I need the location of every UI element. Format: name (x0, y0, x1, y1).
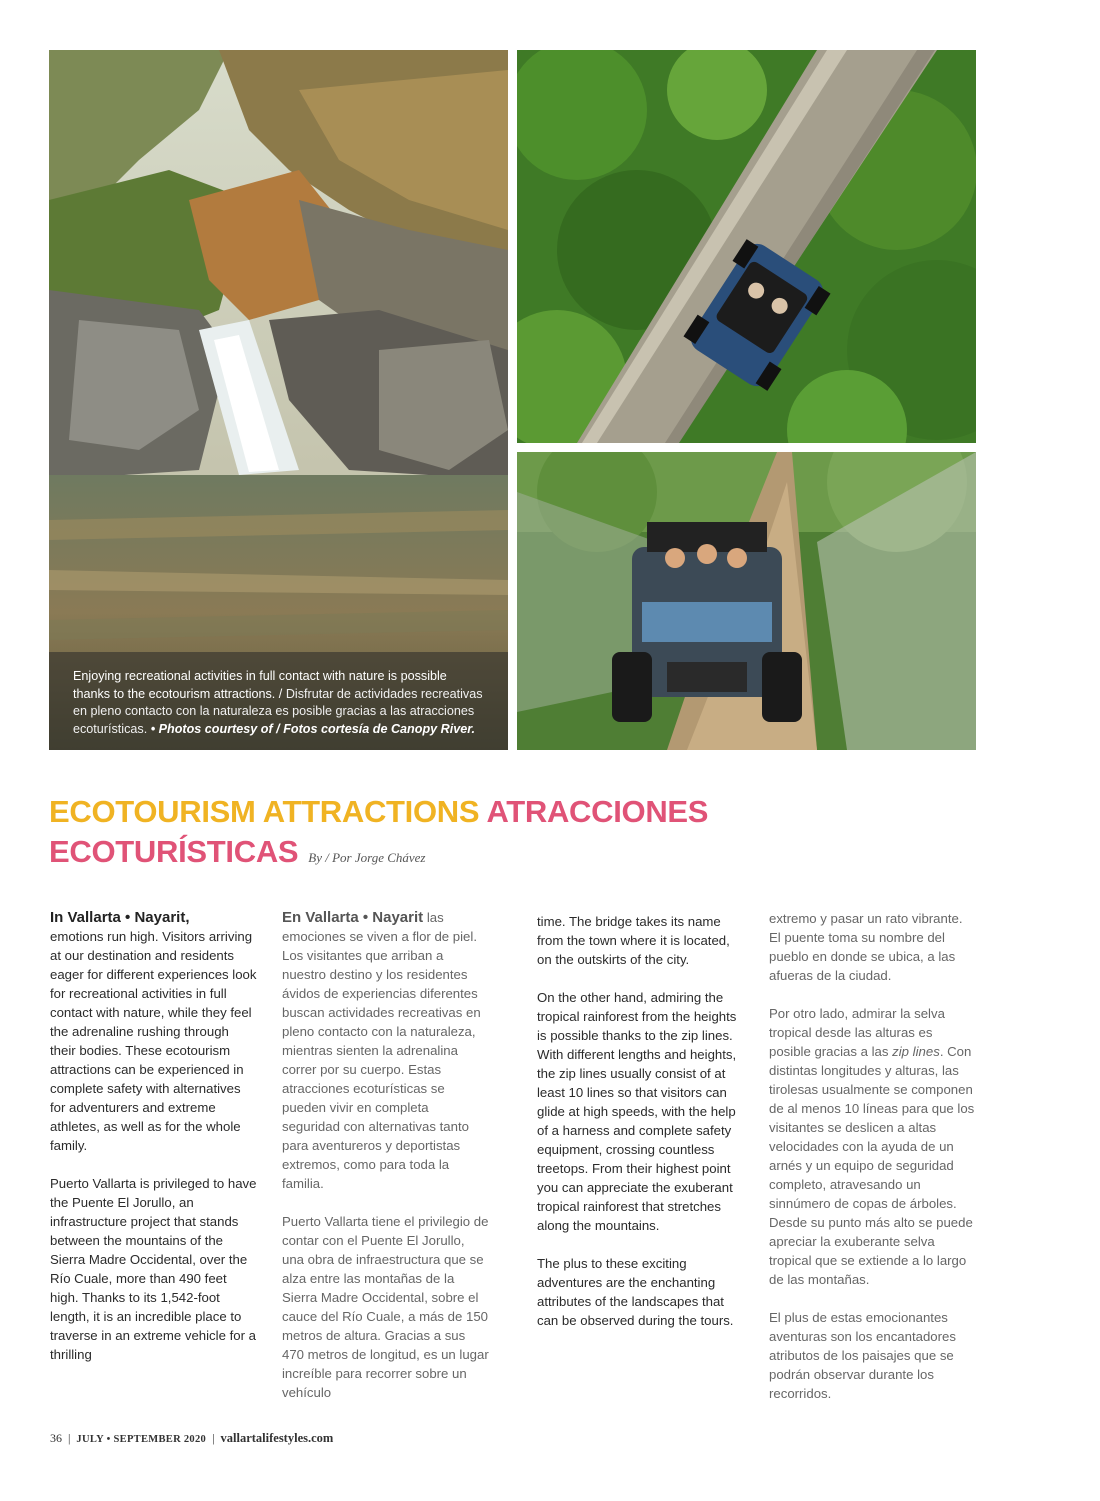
caption-credit-english: Photos courtesy of (158, 721, 273, 736)
page-footer (50, 1431, 333, 1446)
caption-separator: / (275, 686, 286, 701)
paragraph-es-5: El plus de estas emocionantes aventuras son los encantadores atributos de los paisajes que se podrán observar durante los recorridos. (769, 1310, 956, 1401)
article-headline (49, 792, 849, 878)
paragraph-en-4: On the other hand, admiring the tropical rainforest from the heights is possible thanks to the zip lines. With different lengths and heights, the zip lines usually consist of at least 10 lines so that visitors can glide at high speeds, with the help of a harness and complete safety equipment, crossing countless treetops. From their highest point you can appreciate the exuberant tropical rainforest that stretches along the mountains. (537, 990, 737, 1233)
caption-english: Enjoying recreational activities in full contact with nature is possible thanks to the ecotourism attractions. (73, 669, 447, 701)
waterfall-photo (49, 50, 508, 750)
waterfall-illustration (49, 50, 508, 750)
aerial-bridge-photo (517, 50, 976, 443)
article-column-english-2 (537, 912, 745, 1349)
photo-caption (49, 652, 508, 750)
bridge-vehicle-photo (517, 452, 976, 750)
paragraph-es-3: extremo y pasar un rato vibrante. El puente toma su nombre del pueblo en donde se ubica, a las afueras de la ciudad. (769, 911, 963, 983)
website-link[interactable]: vallartalifestyles.com (220, 1431, 334, 1445)
article-column-spanish-2 (769, 909, 977, 1422)
paragraph-es-2: Puerto Vallarta tiene el privilegio de contar con el Puente El Jorullo, una obra de infraestructura que se alza entre las montañas de la Sierra Madre Occidental, sobre el cauce del Río Cuale, a más de 150 metros de altura. Gracias a sus 470 metros de longitud, es un lugar increíble para recorrer sobre un vehículo (282, 1214, 489, 1400)
paragraph-es-4 (769, 1004, 977, 1289)
bridge-vehicle-illustration (517, 452, 976, 750)
caption-credit-prefix: • (147, 721, 159, 736)
paragraph-es-1: las emociones se viven a flor de piel. Los visitantes que arriban a nuestro destino y los residentes ávidos de experiencias diferentes buscan actividades recreativas en pleno contacto con la naturaleza, mientras sienten la adrenalina correr por su cuerpo. Estas atracciones ecoturísticas se pueden vivir en completa seguridad con alternativas tanto para aventureros y deportistas extremos, como para toda la familia. (282, 910, 481, 1191)
lead-spanish: En Vallarta • Nayarit (282, 909, 424, 926)
caption-spanish: Disfrutar de actividades recreativas en pleno contacto con la naturaleza es posible gracias a las atracciones ecoturísticas. (73, 686, 483, 736)
footer-divider: | (68, 1431, 71, 1445)
paragraph-en-1: emotions run high. Visitors arriving at our destination and residents eager for different experiences look for recreational activities in full contact with nature, while they feel the adrenaline rushing through their bodies. These ecotourism attractions can be experienced in complete safety with alternatives for adventurers and extreme athletes, as well as for the whole family. (50, 929, 257, 1153)
article-column-english-1 (50, 908, 258, 1383)
lead-english: In Vallarta • Nayarit, (50, 909, 190, 926)
page-number: 36 (50, 1431, 62, 1445)
paragraph-es-4-emphasis: zip lines (892, 1044, 940, 1059)
byline: By / Por Jorge Chávez (308, 850, 426, 865)
caption-credit-spanish: Fotos cortesía de Canopy River. (283, 721, 475, 736)
aerial-bridge-illustration (517, 50, 976, 443)
paragraph-en-5: The plus to these exciting adventures are the enchanting attributes of the landscapes that can be observed during the tours. (537, 1256, 734, 1328)
paragraph-en-2: Puerto Vallarta is privileged to have the Puente El Jorullo, an infrastructure project that stands between the mountains of the Sierra Madre Occidental, over the Río Cuale, more than 490 feet high. Thanks to its 1,542-foot length, it is an incredible place to traverse in an extreme vehicle for a thrilling (50, 1176, 257, 1362)
headline-english: ECOTOURISM ATTRACTIONS (49, 794, 480, 829)
paragraph-es-4-end: . Con distintas longitudes y alturas, las tirolesas usualmente se componen de al menos 10 líneas para que los visitantes se deslicen a altas velocidades con la ayuda de un arnés y un equipo de seguridad completo, atravesando un sinnúmero de copas de árboles. Desde su punto más alto se puede apreciar la exuberante selva tropical que se extiende a lo largo de las montañas. (769, 1044, 975, 1287)
issue-date: JULY • SEPTEMBER 2020 (76, 1434, 207, 1445)
footer-divider: | (212, 1431, 215, 1445)
caption-credit-separator: / (272, 721, 284, 736)
paragraph-en-3: time. The bridge takes its name from the town where it is located, on the outskirts of the city. (537, 914, 730, 967)
article-column-spanish-1 (282, 908, 490, 1421)
headline-spanish: ATRACCIONES ECOTURÍSTICAS (49, 794, 709, 869)
paragraph-es-4-start: Por otro lado, admirar la selva tropical desde las alturas es posible gracias a las (769, 1006, 945, 1059)
